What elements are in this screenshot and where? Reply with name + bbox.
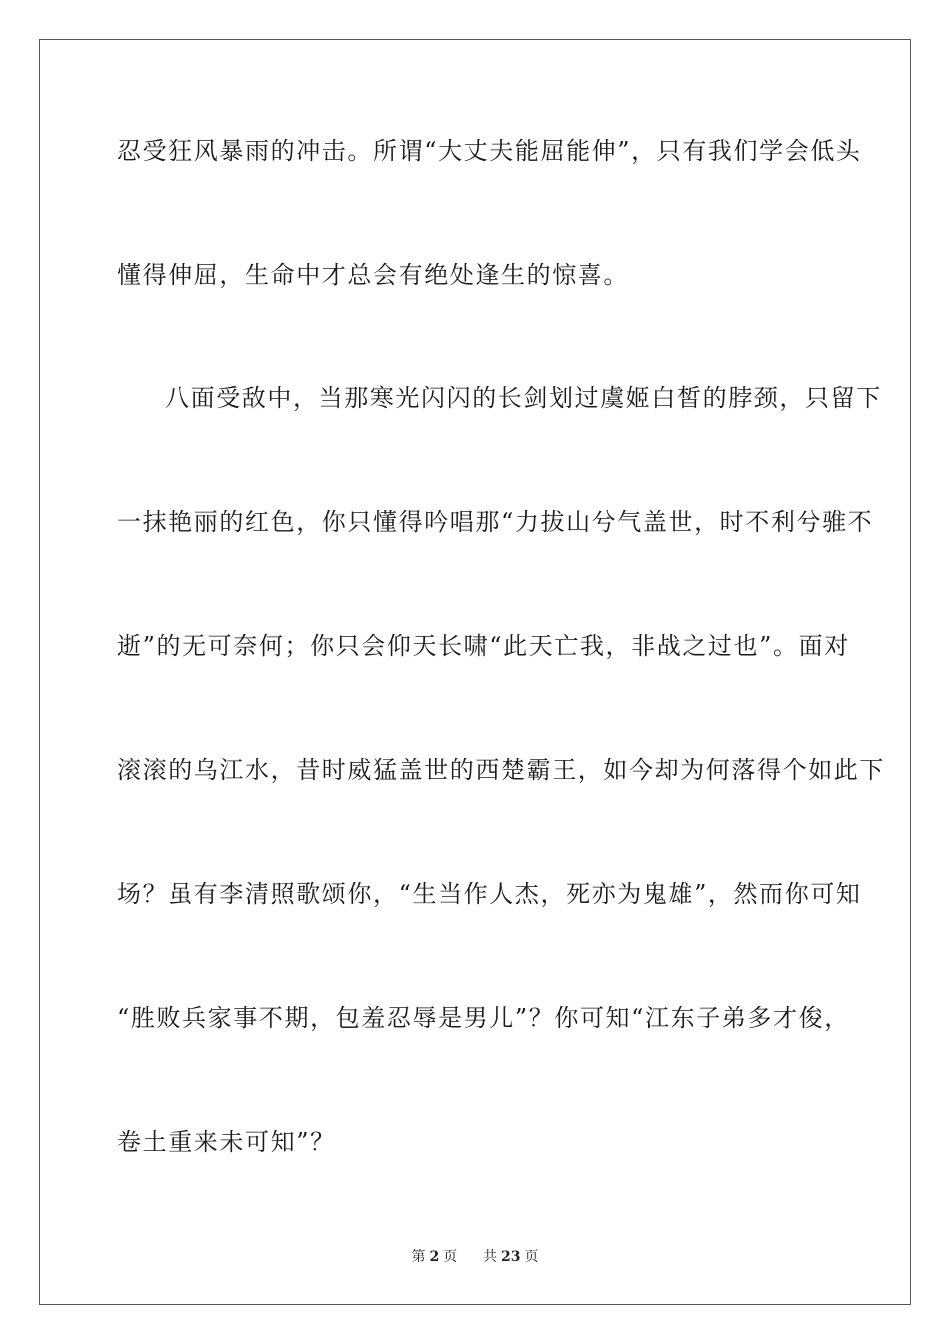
text-line: 懂得伸屈，生命中才总会有绝处逢生的惊喜。 xyxy=(117,261,629,289)
text-line: 逝”的无可奈何；你只会仰天长啸“此天亡我，非战之过也”。面对 xyxy=(117,632,850,660)
text-line: 滚滚的乌江水，昔时威猛盖世的西楚霸王，如今却为何落得个如此下 xyxy=(117,756,885,784)
text-line: “胜败兵家事不期，包羞忍辱是男儿”？你可知“江东子弟多才俊， xyxy=(117,1004,850,1032)
text-line: 忍受狂风暴雨的冲击。所谓“大丈夫能屈能伸”，只有我们学会低头 xyxy=(117,137,862,165)
page-prefix: 第 xyxy=(411,1249,426,1265)
page-border xyxy=(39,39,911,1305)
total-pages: 23 xyxy=(501,1249,521,1265)
page-number: 2 xyxy=(429,1249,440,1265)
text-line: 卷土重来未可知”？ xyxy=(117,1128,336,1156)
total-suffix: 页 xyxy=(524,1249,539,1265)
text-line: 一抹艳丽的红色，你只懂得吟唱那“力拔山兮气盖世，时不利兮骓不 xyxy=(117,508,874,536)
paragraph-start-line: 八面受敌中，当那寒光闪闪的长剑划过虞姬白皙的脖颈，只留下 xyxy=(165,384,882,412)
page-suffix: 页 xyxy=(443,1249,458,1265)
page-footer xyxy=(0,1246,950,1266)
page-indicator xyxy=(409,1249,459,1265)
total-pages-indicator xyxy=(481,1249,540,1265)
total-prefix: 共 xyxy=(483,1249,498,1265)
text-line: 场？虽有李清照歌颂你，“生当作人杰，死亦为鬼雄”，然而你可知 xyxy=(117,880,862,908)
